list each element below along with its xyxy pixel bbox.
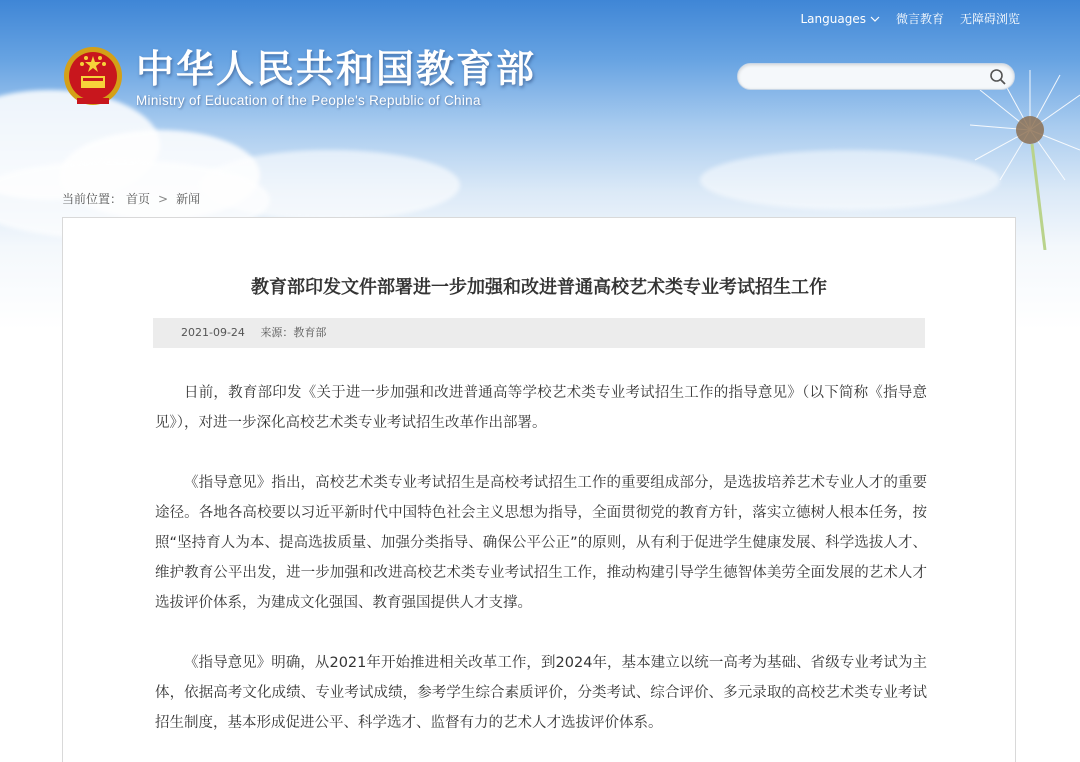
chevron-down-icon[interactable] [870,15,880,23]
breadcrumb-prefix: 当前位置： [62,192,123,206]
breadcrumb-separator: > [158,192,169,206]
top-utility-bar [800,10,1020,27]
site-title-cn: 中华人民共和国教育部 [136,46,537,91]
article-title: 教育部印发文件部署进一步加强和改进普通高校艺术类专业考试招生工作 [251,277,827,298]
site-logo[interactable] [62,42,536,112]
national-emblem-icon [62,42,124,112]
search-icon[interactable] [989,68,1007,86]
article-paragraph: 日前，教育部印发《关于进一步加强和改进普通高等学校艺术类专业考试招生工作的指导意见》（以下简称《指导意见》），对进一步深化高校艺术类专业考试招生改革作出部署。 [155,385,927,431]
article-date: 2021-09-24 [181,326,245,339]
accessibility-link[interactable]: 无障碍浏览 [959,12,1020,26]
breadcrumb-home-link[interactable]: 首页 [126,192,151,206]
search-input[interactable] [738,64,978,89]
cloud [700,150,1000,210]
article-meta [153,318,925,348]
languages-link[interactable]: Languages [800,11,866,26]
article-paragraph: 《指导意见》指出，高校艺术类专业考试招生是高校考试招生工作的重要组成部分，是选拔培养艺术专业人才的重要途径。各地各高校要以习近平新时代中国特色社会主义思想为指导，全面贯彻党的教育方针，落实立德树人根本任务，按照“坚持育人为本、提高选拔质量、加强分类指导、确保公平公正”的原则，从有利于促进学生健康发展、科学选拔人才、维护教育公平出发，进一步加强和改进高校艺术类专业考试招生工作，推动构建引导学生德智体美劳全面发展的艺术人才选拔评价体系，为建成文化强国、教育强国提供人才支撑。 [155,475,927,611]
article-panel [62,217,1016,762]
site-title-en: Ministry of Education of the People's Republic of China [136,92,481,108]
breadcrumb-news-link[interactable]: 新闻 [176,192,201,206]
article-source: 来源：教育部 [260,326,327,339]
weibo-education-link[interactable]: 微言教育 [895,12,944,26]
breadcrumb [62,190,200,207]
search-box [737,63,1015,90]
article-paragraph: 《指导意见》明确，从2021年开始推进相关改革工作，到2024年，基本建立以统一高考为基础、省级专业考试为主体，依据高考文化成绩、专业考试成绩，参考学生综合素质评价，分类考试、综合评价、多元录取的高校艺术类专业考试招生制度，基本形成促进公平、科学选才、监督有力的艺术人才选拔评价体系。 [155,655,927,731]
article-body [155,378,927,762]
